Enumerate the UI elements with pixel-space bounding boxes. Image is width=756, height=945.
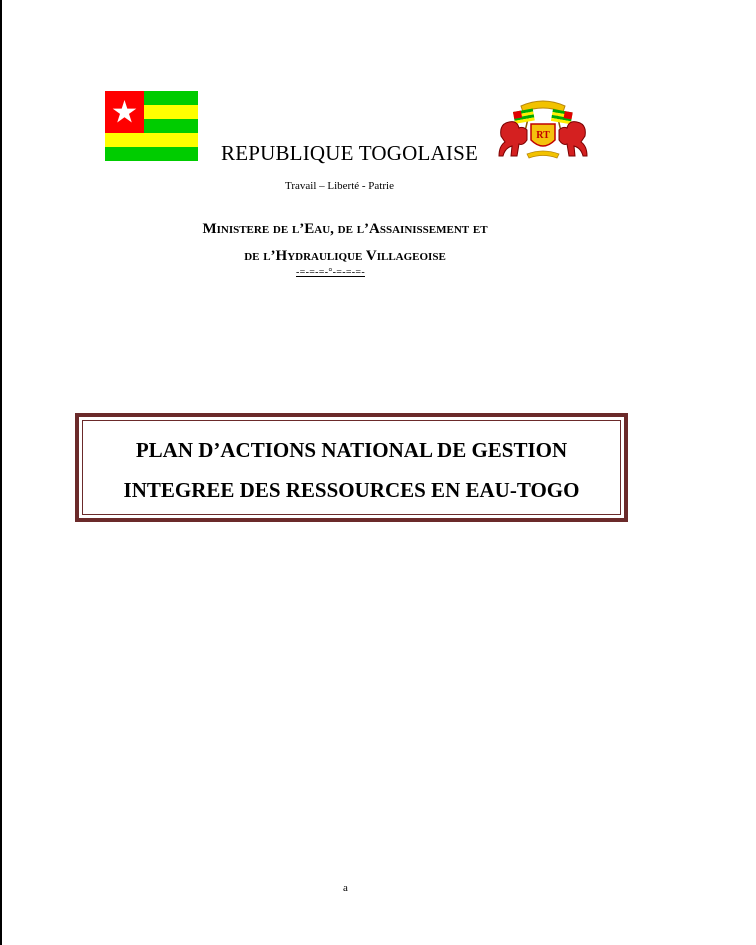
document-title-frame [75, 413, 628, 522]
document-title-line-2: INTEGREE DES RESSOURCES EN EAU-TOGO [123, 478, 580, 502]
country-name: REPUBLIQUE TOGOLAISE [221, 141, 478, 165]
page-left-edge [0, 0, 2, 945]
ministry-name [130, 216, 560, 270]
document-title-line-1: PLAN D’ACTIONS NATIONAL DE GESTION [135, 438, 568, 462]
national-motto: Travail – Liberté - Patrie [285, 180, 394, 192]
coat-of-arms-text: RT [536, 130, 550, 141]
ministry-line-2: de l’Hydraulique Villageoise [244, 248, 446, 264]
ministry-line-1: Ministere de l’Eau, de l’Assainissement et [202, 221, 488, 237]
page-number: a [343, 882, 348, 894]
togo-flag-icon [105, 91, 198, 161]
togo-coat-of-arms-icon [497, 96, 589, 164]
ornamental-separator: -=-=-=-°-=-=-=- [296, 267, 365, 278]
document-title-inner-frame [82, 420, 621, 515]
